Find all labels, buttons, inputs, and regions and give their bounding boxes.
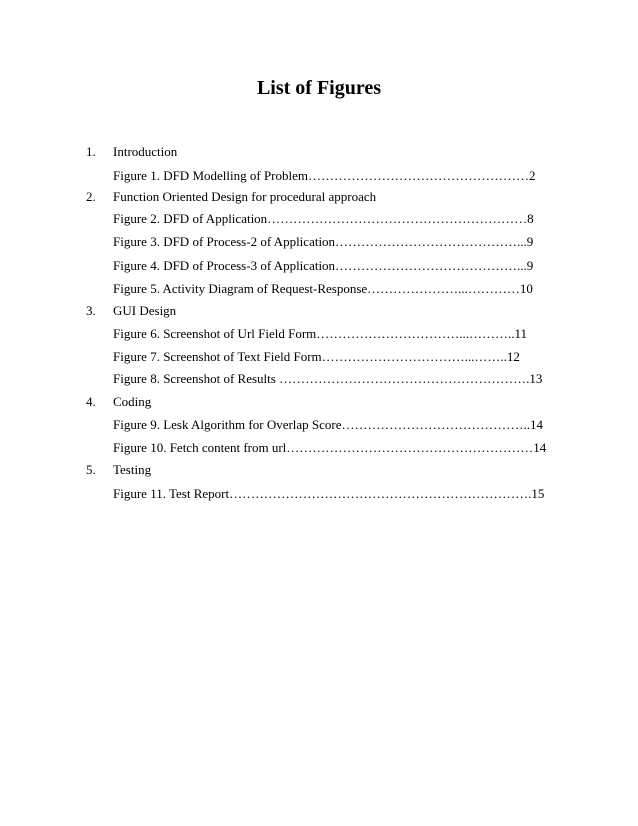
figure-entry: Figure 7. Screenshot of Text Field Form……………………………...……..12 bbox=[113, 349, 520, 364]
section-number: 3. bbox=[86, 303, 96, 318]
figure-entry: Figure 3. DFD of Process-2 of Application……………………………………...9 bbox=[113, 234, 534, 249]
figure-entry: Figure 11. Test Report…………………………………………………………….15 bbox=[113, 486, 545, 501]
figure-entry: Figure 9. Lesk Algorithm for Overlap Score……………………………………..14 bbox=[113, 417, 544, 432]
figure-entry: Figure 2. DFD of Application……………………………………………………8 bbox=[113, 211, 534, 226]
figure-entry: Figure 4. DFD of Process-3 of Application……………………………………...9 bbox=[113, 258, 534, 273]
section-title: Coding bbox=[113, 394, 152, 409]
section-number: 1. bbox=[86, 144, 96, 159]
section-title: Testing bbox=[113, 462, 152, 477]
section-title: GUI Design bbox=[113, 303, 177, 318]
section-title: Introduction bbox=[113, 144, 178, 159]
section-title: Function Oriented Design for procedural approach bbox=[113, 189, 377, 204]
page-title: List of Figures bbox=[256, 77, 382, 99]
figure-entry: Figure 1. DFD Modelling of Problem……………………………………………2 bbox=[113, 168, 536, 183]
figure-entry: Figure 8. Screenshot of Results ………………………………………………….13 bbox=[113, 371, 543, 386]
section-number: 2. bbox=[86, 189, 96, 204]
figure-entry: Figure 5. Activity Diagram of Request-Response…………………...…………10 bbox=[113, 281, 533, 296]
figure-entry: Figure 6. Screenshot of Url Field Form……………………………...………..11 bbox=[113, 326, 528, 341]
section-number: 4. bbox=[86, 394, 96, 409]
section-number: 5. bbox=[86, 462, 96, 477]
figure-entry: Figure 10. Fetch content from url…………………………………………………14 bbox=[113, 440, 547, 455]
